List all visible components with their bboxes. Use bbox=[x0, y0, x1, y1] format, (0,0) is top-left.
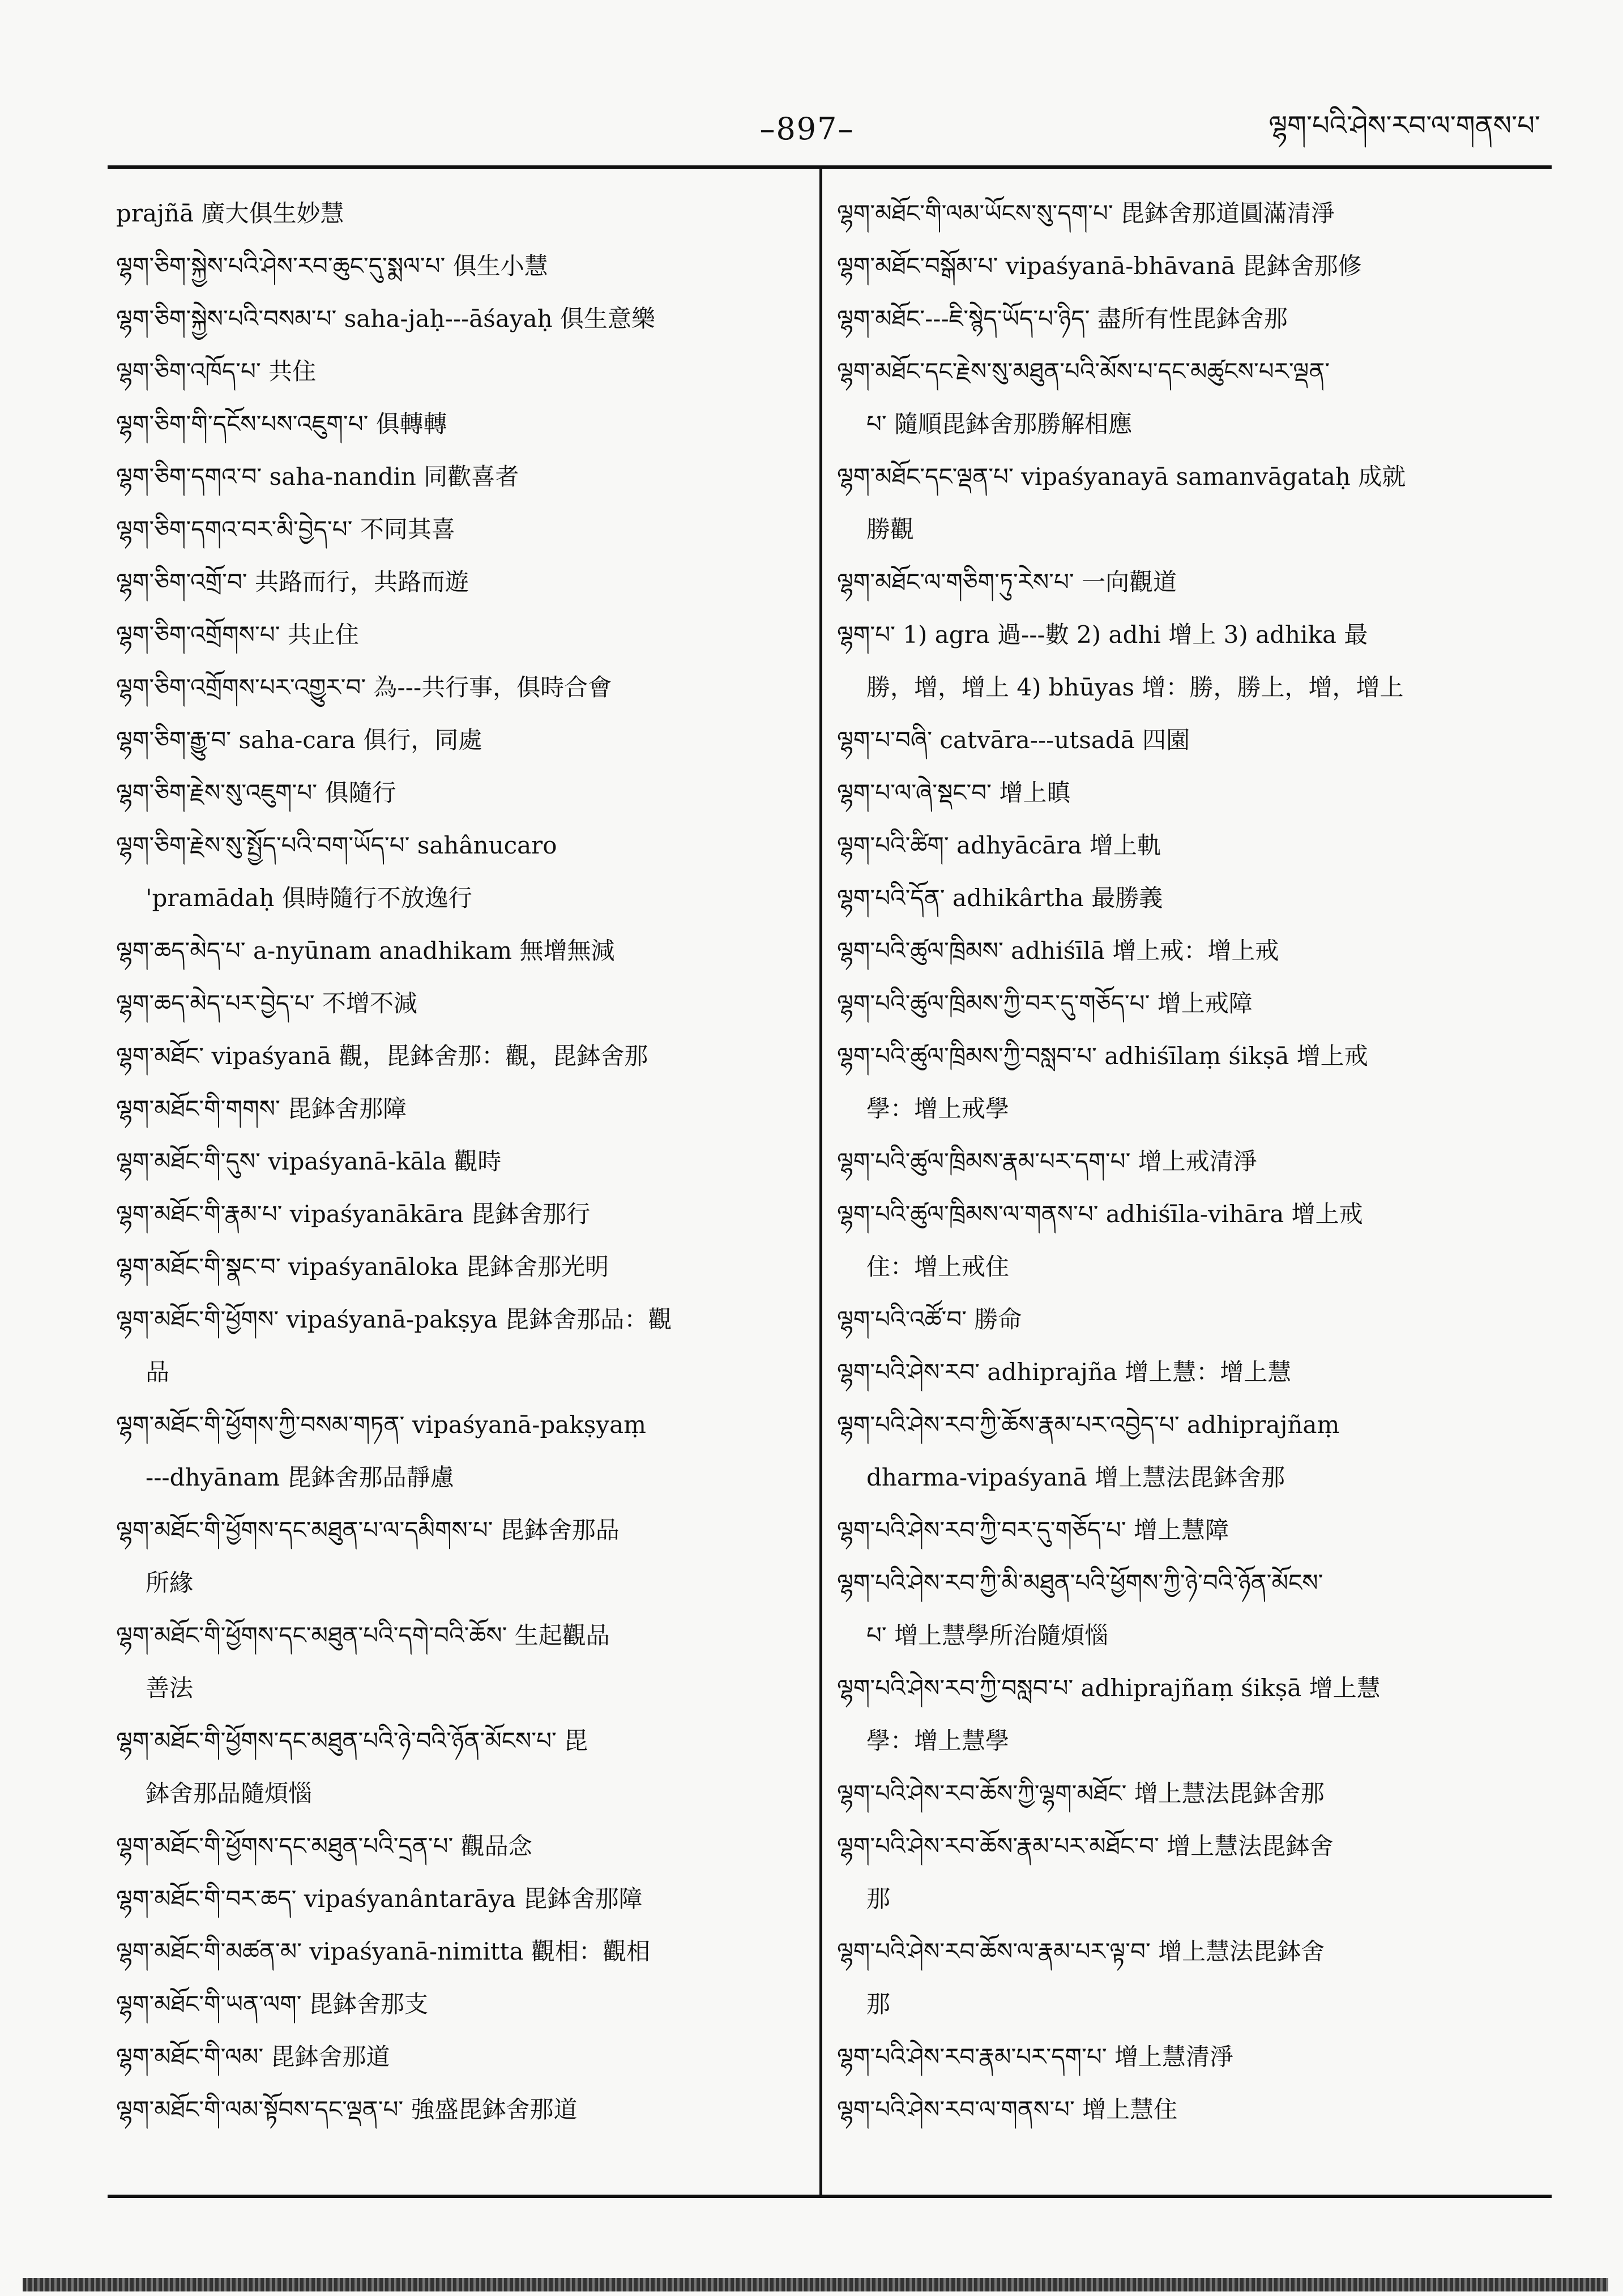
dictionary-entry bbox=[837, 1504, 1542, 1556]
entry-headline: ལྷག་པའི་ཤེས་རབ་ཀྱི་ཆོས་རྣམ་པར་འབྱེད་པ་ adhiprajñaṃ bbox=[837, 1411, 1340, 1439]
entry-headline: ལྷག་མཐོང་ vipaśyanā 觀，毘鉢舍那：觀，毘鉢舍那 bbox=[116, 1042, 648, 1070]
dictionary-entry bbox=[837, 1662, 1542, 1767]
entry-headline: ལྷག་ཅིག་འགྲོ་བ་ 共路而行，共路而遊 bbox=[116, 568, 469, 596]
entry-headline: ལྷག་མཐོང་བསྒོམ་པ་ vipaśyanā-bhāvanā 毘鉢舍那修 bbox=[837, 252, 1362, 280]
dictionary-entry bbox=[837, 1293, 1542, 1346]
dictionary-entry bbox=[116, 240, 804, 292]
top-rule bbox=[108, 165, 1552, 169]
entry-headline: ལྷག་མཐོང་གི་གགས་ 毘鉢舍那障 bbox=[116, 1095, 407, 1123]
dictionary-entry bbox=[116, 1030, 804, 1082]
entry-headline: ལྷག་པའི་ཤེས་རབ་རྣམ་པར་དག་པ་ 增上慧清淨 bbox=[837, 2043, 1234, 2071]
entry-headline: ལྷག་ཅིག་དགའ་བ་ saha-nandin 同歡喜者 bbox=[116, 463, 519, 490]
dictionary-entry bbox=[116, 1609, 804, 1714]
entry-headline: ལྷག་པའི་ཤེས་རབ་ཀྱི་མི་མཐུན་པའི་ཕྱོགས་ཀྱི་ཉེ་བའི་ཉོན་མོངས་ bbox=[837, 1569, 1323, 1597]
dictionary-entry bbox=[116, 1820, 804, 1872]
entry-continuation: dharma-vipaśyanā 增上慧法毘鉢舍那 bbox=[866, 1463, 1285, 1491]
entry-headline: ལྷག་ཅིག་དགའ་བར་མི་བྱེད་པ་ 不同其喜 bbox=[116, 515, 455, 543]
dictionary-entry bbox=[116, 556, 804, 608]
entry-headline: ལྷག་པའི་ཤེས་རབ་ཆོས་རྣམ་པར་མཐོང་བ་ 增上慧法毘鉢舍 bbox=[837, 1832, 1334, 1860]
dictionary-entry bbox=[837, 556, 1542, 608]
dictionary-entry bbox=[837, 1030, 1542, 1135]
entry-headline: ལྷག་མཐོང་གི་ཕྱོགས་ vipaśyanā-pakṣya 毘鉢舍那品：觀 bbox=[116, 1305, 672, 1333]
entry-headline: ལྷག་ཅིག་འགྲོགས་པར་འགྱུར་བ་ 為---共行事，俱時合會 bbox=[116, 673, 612, 701]
dictionary-entry bbox=[116, 450, 804, 503]
entry-headline: ལྷག་པའི་ཤེས་རབ་ཀྱི་བར་དུ་གཅོད་པ་ 增上慧障 bbox=[837, 1516, 1229, 1544]
dictionary-entry bbox=[837, 292, 1542, 345]
entry-continuation: པ་ 隨順毘鉢舍那勝解相應 bbox=[866, 410, 1133, 438]
entry-headline: ལྷག་མཐོང་---ཇི་སྙེད་ཡོད་པ་ཉིད་ 盡所有性毘鉢舍那 bbox=[837, 305, 1288, 332]
entry-headline: prajñā 廣大俱生妙慧 bbox=[116, 199, 344, 227]
entry-headline: ལྷག་མཐོང་གི་མཚན་མ་ vipaśyanā-nimitta 觀相：觀相 bbox=[116, 1937, 650, 1965]
entry-headline: ལྷག་མཐོང་གི་ཡན་ལག་ 毘鉢舍那支 bbox=[116, 1990, 428, 2018]
dictionary-entry bbox=[116, 1240, 804, 1293]
dictionary-entry bbox=[116, 292, 804, 345]
entry-headline: ལྷག་པའི་ཤེས་རབ་ཆོས་ལ་རྣམ་པར་ལྟ་བ་ 增上慧法毘鉢舍 bbox=[837, 1937, 1325, 1965]
entry-continuation: 那 bbox=[866, 1990, 891, 2018]
entry-headline: ལྷག་པའི་ཤེས་རབ་ལ་གནས་པ་ 增上慧住 bbox=[837, 2096, 1178, 2123]
entry-continuation: 鉢舍那品隨煩惱 bbox=[146, 1779, 313, 1807]
entry-continuation: 住：增上戒住 bbox=[866, 1253, 1010, 1281]
dictionary-entry bbox=[116, 1135, 804, 1188]
dictionary-entry bbox=[116, 977, 804, 1030]
dictionary-entry bbox=[116, 608, 804, 661]
dictionary-entry bbox=[837, 872, 1542, 924]
entry-headline: ལྷག་པའི་ཚུལ་ཁྲིམས་རྣམ་པར་དག་པ་ 增上戒清淨 bbox=[837, 1147, 1257, 1175]
entry-headline: ལྷག་པ་ལ་ཞེ་སྡང་བ་ 增上瞋 bbox=[837, 779, 1071, 806]
entry-headline: ལྷག་མཐོང་གི་ལམ་སྟོབས་དང་ལྡན་པ་ 強盛毘鉢舍那道 bbox=[116, 2096, 578, 2123]
dictionary-entry bbox=[116, 1398, 804, 1504]
entry-headline: ལྷག་ཆད་མེད་པར་བྱེད་པ་ 不增不減 bbox=[116, 989, 417, 1017]
dictionary-entry bbox=[837, 2083, 1542, 2136]
entry-headline: ལྷག་ཅིག་འཁོད་པ་ 共住 bbox=[116, 357, 317, 385]
entry-headline: ལྷག་ཆད་མེད་པ་ a-nyūnam anadhikam 無增無減 bbox=[116, 937, 615, 965]
dictionary-entry bbox=[116, 819, 804, 924]
dictionary-entry bbox=[837, 1556, 1542, 1662]
entry-headline: ལྷག་མཐོང་གི་བར་ཆད་ vipaśyanântarāya 毘鉢舍那障 bbox=[116, 1885, 643, 1913]
entry-headline: ལྷག་མཐོང་གི་དུས་ vipaśyanā-kāla 觀時 bbox=[116, 1147, 502, 1175]
dictionary-entry bbox=[116, 2083, 804, 2136]
entry-headline: ལྷག་པའི་ཚིག་ adhyācāra 增上軌 bbox=[837, 831, 1161, 859]
entry-continuation: 勝，增，增上 4) bhūyas 增：勝，勝上，增，增上 bbox=[866, 673, 1404, 701]
entry-headline: ལྷག་པའི་དོན་ adhikârtha 最勝義 bbox=[837, 884, 1163, 912]
dictionary-entry bbox=[116, 1925, 804, 1978]
dictionary-entry bbox=[837, 240, 1542, 292]
dictionary-entry bbox=[837, 450, 1542, 556]
entry-headline: ལྷག་མཐོང་གི་རྣམ་པ་ vipaśyanākāra 毘鉢舍那行 bbox=[116, 1200, 591, 1228]
entry-continuation: ---dhyānam 毘鉢舍那品靜慮 bbox=[146, 1463, 454, 1491]
dictionary-entry bbox=[116, 503, 804, 556]
dictionary-entry bbox=[116, 1504, 804, 1609]
entry-headline: ལྷག་མཐོང་གི་ཕྱོགས་ཀྱི་བསམ་གཏན་ vipaśyanā-pakṣyaṃ bbox=[116, 1411, 646, 1439]
entry-continuation: 學：增上戒學 bbox=[866, 1095, 1010, 1123]
dictionary-entry bbox=[116, 1978, 804, 2030]
dictionary-entry bbox=[116, 1293, 804, 1398]
entry-headline: ལྷག་མཐོང་དང་རྗེས་སུ་མཐུན་པའི་མོས་པ་དང་མཚུངས་པར་ལྡན་ bbox=[837, 357, 1330, 385]
entry-headline: ལྷག་ཅིག་གི་དངོས་པས་འཇུག་པ་ 俱轉轉 bbox=[116, 410, 447, 438]
entry-headline: ལྷག་པ་ 1) agra 過---數 2) adhi 增上 3) adhika 最 bbox=[837, 621, 1368, 648]
dictionary-entry bbox=[837, 714, 1542, 766]
entry-headline: ལྷག་ཅིག་འགྲོགས་པ་ 共止住 bbox=[116, 621, 359, 648]
entry-continuation: 所緣 bbox=[146, 1569, 194, 1597]
dictionary-entry bbox=[837, 924, 1542, 977]
entry-headline: ལྷག་མཐོང་གི་སྣང་བ་ vipaśyanāloka 毘鉢舍那光明 bbox=[116, 1253, 609, 1281]
entry-headline: ལྷག་མཐོང་གི་ཕྱོགས་དང་མཐུན་པའི་ཉེ་བའི་ཉོན་མོངས་པ་ 毘 bbox=[116, 1727, 588, 1755]
bottom-rule bbox=[108, 2195, 1552, 2198]
dictionary-entry bbox=[837, 977, 1542, 1030]
dictionary-entry bbox=[837, 1767, 1542, 1820]
entry-continuation: 善法 bbox=[146, 1674, 194, 1702]
entry-headline: ལྷག་པའི་འཚོ་བ་ 勝命 bbox=[837, 1305, 1022, 1333]
dictionary-entry bbox=[116, 766, 804, 819]
entry-headline: ལྷག་མཐོང་གི་ཕྱོགས་དང་མཐུན་པའི་དགེ་བའི་ཆོས་ 生起觀品 bbox=[116, 1621, 610, 1649]
entry-headline: ལྷག་པའི་ཤེས་རབ་ཆོས་ཀྱི་ལྷག་མཐོང་ 增上慧法毘鉢舍那 bbox=[837, 1779, 1325, 1807]
entry-continuation: 勝觀 bbox=[866, 515, 915, 543]
entry-headline: ལྷག་མཐོང་གི་ལམ་ཡོངས་སུ་དག་པ་ 毘鉢舍那道圓滿清淨 bbox=[837, 199, 1335, 227]
dictionary-entry bbox=[116, 1188, 804, 1240]
dictionary-entry bbox=[837, 1346, 1542, 1398]
entry-headline: ལྷག་ཅིག་སྐྱེས་པའི་བསམ་པ་ saha-jaḥ---āśayaḥ 俱生意樂 bbox=[116, 305, 656, 332]
entry-headline: ལྷག་མཐོང་དང་ལྡན་པ་ vipaśyanayā samanvāgataḥ 成就 bbox=[837, 463, 1406, 490]
entry-continuation: 學：增上慧學 bbox=[866, 1727, 1010, 1755]
column-divider bbox=[819, 165, 822, 2198]
entry-headline: ལྷག་མཐོང་གི་ཕྱོགས་དང་མཐུན་པ་ལ་དམིགས་པ་ 毘鉢舍那品 bbox=[116, 1516, 620, 1544]
entry-headline: ལྷག་མཐོང་ལ་གཅིག་ཏུ་རེས་པ་ 一向觀道 bbox=[837, 568, 1177, 596]
dictionary-entry bbox=[116, 2030, 804, 2083]
dictionary-entry bbox=[116, 714, 804, 766]
dictionary-entry bbox=[837, 1820, 1542, 1925]
dictionary-entry bbox=[116, 924, 804, 977]
entry-headline: ལྷག་ཅིག་རྗེས་སུ་འཇུག་པ་ 俱隨行 bbox=[116, 779, 396, 806]
dictionary-entry bbox=[116, 661, 804, 714]
entry-headline: ལྷག་པའི་ཤེས་རབ་ཀྱི་བསླབ་པ་ adhiprajñaṃ śikṣā 增上慧 bbox=[837, 1674, 1381, 1702]
entry-continuation: པ་ 增上慧學所治隨煩惱 bbox=[866, 1621, 1109, 1649]
page-number: –897– bbox=[759, 111, 855, 147]
dictionary-entry bbox=[116, 1872, 804, 1925]
dictionary-entry bbox=[837, 608, 1542, 714]
dictionary-entry bbox=[116, 1082, 804, 1135]
entry-continuation: 那 bbox=[866, 1885, 891, 1913]
right-column bbox=[837, 187, 1542, 2136]
entry-headline: ལྷག་པའི་ཚུལ་ཁྲིམས་ adhiśīlā 增上戒：增上戒 bbox=[837, 937, 1279, 965]
entry-headline: ལྷག་པ་བཞི་ catvāra---utsadā 四園 bbox=[837, 726, 1190, 754]
entry-continuation: 'pramādaḥ 俱時隨行不放逸行 bbox=[146, 884, 472, 912]
entry-headline: ལྷག་མཐོང་གི་ལམ་ 毘鉢舍那道 bbox=[116, 2043, 390, 2071]
dictionary-entry bbox=[837, 345, 1542, 450]
entry-headline: ལྷག་པའི་ཚུལ་ཁྲིམས་ལ་གནས་པ་ adhiśīla-vihāra 增上戒 bbox=[837, 1200, 1363, 1228]
dictionary-entry bbox=[837, 2030, 1542, 2083]
scan-edge-band bbox=[23, 2278, 1608, 2291]
running-head: ལྷག་པའི་ཤེས་རབ་ལ་གནས་པ་ bbox=[1268, 110, 1540, 142]
left-column bbox=[116, 187, 804, 2136]
entry-headline: ལྷག་མཐོང་གི་ཕྱོགས་དང་མཐུན་པའི་དྲན་པ་ 觀品念 bbox=[116, 1832, 532, 1860]
dictionary-entry bbox=[837, 1135, 1542, 1188]
dictionary-entry bbox=[837, 1188, 1542, 1293]
dictionary-entry bbox=[116, 345, 804, 398]
dictionary-entry bbox=[837, 1925, 1542, 2030]
entry-headline: ལྷག་ཅིག་སྐྱེས་པའི་ཤེས་རབ་ཆུང་དུ་སྨལ་པ་ 俱生小慧 bbox=[116, 252, 548, 280]
dictionary-entry bbox=[116, 398, 804, 450]
dictionary-entry bbox=[837, 187, 1542, 240]
entry-headline: ལྷག་ཅིག་རྒྱུ་བ་ saha-cara 俱行，同處 bbox=[116, 726, 482, 754]
entry-headline: ལྷག་པའི་ཚུལ་ཁྲིམས་ཀྱི་བར་དུ་གཅོད་པ་ 增上戒障 bbox=[837, 989, 1253, 1017]
dictionary-entry bbox=[837, 1398, 1542, 1504]
entry-headline: ལྷག་པའི་ཤེས་རབ་ adhiprajña 增上慧：增上慧 bbox=[837, 1358, 1292, 1386]
entry-continuation: 品 bbox=[146, 1358, 170, 1386]
dictionary-entry bbox=[116, 187, 804, 240]
dictionary-entry bbox=[837, 766, 1542, 819]
dictionary-entry bbox=[837, 819, 1542, 872]
dictionary-entry bbox=[116, 1714, 804, 1820]
entry-headline: ལྷག་ཅིག་རྗེས་སུ་སྤྱོད་པའི་བག་ཡོད་པ་ sahânucaro bbox=[116, 831, 557, 859]
entry-headline: ལྷག་པའི་ཚུལ་ཁྲིམས་ཀྱི་བསླབ་པ་ adhiśīlaṃ śikṣā 增上戒 bbox=[837, 1042, 1368, 1070]
